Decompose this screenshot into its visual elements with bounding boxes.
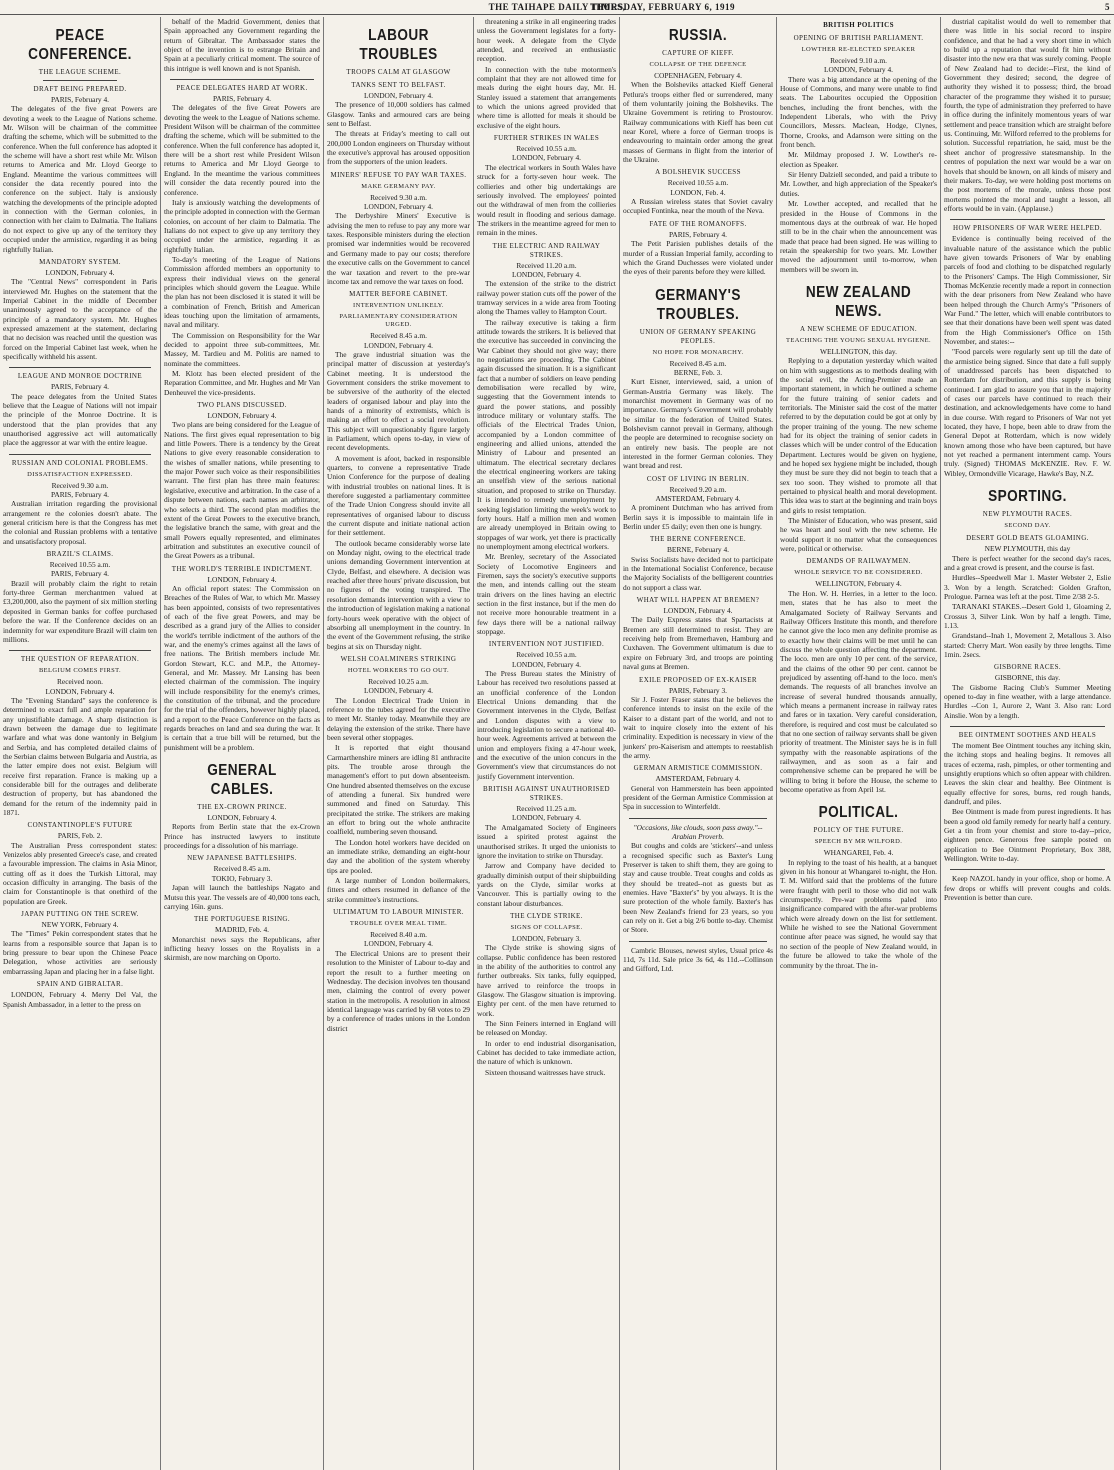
subhead: THE CLYDE STRIKE. xyxy=(510,911,583,920)
dateline: LONDON, February 4. xyxy=(364,340,433,350)
article-text: The Hon. W. H. Herries, in a letter to the loco. men, states that he has also to meet the Amalgamated Society of Railway Servants and Railway Officers Institute this month, and therefore he cannot give the loco men any definite promise as to exactly how their claims will be met until he can discuss the whole question affecting the department. The loco. men are only 10 per cent. of the service, and the claims of the other 90 per cent. cannot be prejudiced by assenting off-hand to the loco. men's demands. The requests of all branches involve an increase of several hundred thousands annually, which means a permanent increase in railway rates and fares or in taxation. Very careful consideration, therefore, is required and cost must be calculated so that no one section of railway servants shall be given priority of treatment. The Minister says he is in full sympathy with the reasonable aspirations of the railwaymen, and as soon as a fair and comprehensive scheme can be prepared he will be willing to bring it before the House, the scheme to become operative as from April 1st. xyxy=(780,588,937,795)
received-time: Received 8.45 a.m. xyxy=(213,864,271,874)
advertisement-text: Cambric Blouses, newest styles, Usual price 4s 11d, 7s 11d. Sale price 3s 6d, 4s 11d.--Collinson and Gifford, Ltd. xyxy=(623,945,773,974)
subhead: NEW JAPANESE BATTLESHIPS. xyxy=(187,854,297,863)
subhead: THE PORTUGUESE RISING. xyxy=(193,915,291,924)
article-text: The peace delegates from the United States believe that the League of Nations will not impair the principle of the Monroe Doctrine. It is understood that the plan provides that any unauthorised aggressive act will automatically place the aggressor at war with the entire league. xyxy=(3,391,157,448)
article-text: The electrical workers in South Wales have struck for a forty-seven hour week. The collieries and other big undertakings are seriously involved. The employees' pointed out the withdrawal of men from the collieries would result in flooding and serious damage. The strikers in the meantime agreed for men to remain in the mines. xyxy=(477,162,616,238)
dateline: PARIS, Feb. 2. xyxy=(57,831,103,841)
advertisement-text: Keep NAZOL handy in your office, shop or home. A few drops or whiffs will prevent coughs and colds. Prevention is better than cure. xyxy=(944,874,1111,903)
dateline: PARIS, February 3. xyxy=(668,685,728,695)
subhead: SPAIN AND GIBRALTAR. xyxy=(36,980,124,989)
column-4 xyxy=(473,17,619,1470)
dateline: COPENHAGEN, February 4. xyxy=(654,71,742,80)
subhead: TROUBLE OVER MEAL TIME. xyxy=(349,920,448,928)
subhead: HOW PRISONERS OF WAR WERE HELPED. xyxy=(953,224,1102,233)
article-text: The Electrical Unions are to present their resolution to the Minister of Labour to-day and report the result to a further meeting on Wednesday. The decision involves ten thousand men, claiming the control of every power station in the metropolis. A resolution in almost identical language was carried by 68 votes to 29 by a conference of trades unions in the London district xyxy=(327,948,470,1033)
subhead: OPENING OF BRITISH PARLIAMENT. xyxy=(793,34,924,42)
subhead: PEACE DELEGATES HARD AT WORK. xyxy=(176,84,308,93)
subhead: PARLIAMENTARY CONSIDERATION URGED. xyxy=(339,313,458,329)
received-time: Received 9.10 a.m. xyxy=(830,56,887,65)
subhead: SPEECH BY MR WILFORD. xyxy=(814,838,903,846)
article-text: Two plans are being considered for the League of Nations. The first gives equal representation to big and little Powers. There is a tendency by the Great Nations to give every reasonable consideration to the wishes of smaller nations, while presenting to the major Power such voice as their responsibilities warrant. The first plan has three main features: legislative, executive and arbitration. In the case of a dispute between nations, each names an arbitrator, who selects a third. The second plan modifies the extent of the Great Powers to the executive branch, the legislative branch the same, with great and the small Powers equally represented, and eliminates arbitration and substitutes an executive council of the Great Powers as a tribunal. xyxy=(164,420,320,561)
dateline: LONDON, February 4. xyxy=(512,813,581,823)
article-text: Mr. Lowther accepted, and recalled that he presided in the House of Commons in the momentous days at the outbreak of war. He hoped still to be in the chair when the announcement was made that peace had been signed. He was willing to retain the speakership for two years. Mr. Lowther moved the adjournment until to-morrow, when members will be sworn in. xyxy=(780,199,937,274)
dateline: WELLINGTON, February 4. xyxy=(815,579,902,589)
article-text: The Petit Parisien publishes details of the murder of a Russian Imperial family, according to which the Grand Duchesses were violated under the eyes of their parents before they were killed. xyxy=(623,239,773,277)
divider xyxy=(9,367,151,368)
dateline: LONDON, February 4. xyxy=(512,269,581,279)
received-time: Received 8.45 a.m. xyxy=(669,358,727,368)
headline-peace-conference: PEACE CONFERENCE. xyxy=(28,27,132,63)
subhead: MINERS' REFUSE TO PAY WAR TAXES. xyxy=(330,170,467,179)
article-text: Swiss Socialists have decided not to participate in the International Socialist Conference, because the Majority Socialists of the belligerent countries do not support a class war. xyxy=(623,554,773,592)
received-time: Received 10.55 a.m. xyxy=(49,560,111,570)
dateline: LONDON, February 4. xyxy=(512,659,581,669)
subhead: THE LEAGUE SCHEME. xyxy=(38,68,122,76)
subhead: BEE OINTMENT SOOTHES AND HEALS xyxy=(958,731,1097,739)
article-text: In replying to the toast of his health, at a banquet given in his honour at Whangarei to-night, the Hon. T. M. Wilford said that the problems of the future were fraught with peril to those who did not walk circumspectly. Pre-war problems paled into insignificance compared with the after-war problems which were already down on the list for settlement. While he wished to see the National Government continue after peace was signed, he would say that no section of the people of New Zealand would, in the future be allowed to take the whole of the community by the throat. The in- xyxy=(780,857,937,970)
issue-date: THURSDAY, FEBRUARY 6, 1919 xyxy=(590,2,735,12)
dateline: NEW PLYMOUTH, this day xyxy=(984,544,1071,554)
received-time: Received 11.25 a.m. xyxy=(516,804,577,814)
article-text: Italy is anxiously watching the developments of the principle adopted in connection with the German colonies, on account of her claim to Dalmatia. The Italians do not expect to give up any territory they occupied under the armistice, regarding it as rightfully Italian. xyxy=(164,197,320,254)
subhead: JAPAN PUTTING ON THE SCREW. xyxy=(21,910,139,919)
advertisement-text: Bee Ointment is made from purest ingredients. It has been a good old family remedy for nearly half a century. Get a tin from your chemist and store to-day--price, eighteen pence. Generous free sample posted on application to Bee Ointment Proprietary, Box 388, Wellington. Write to-day. xyxy=(944,807,1111,864)
dateline: LONDON, February 4. xyxy=(207,813,277,823)
divider xyxy=(629,818,767,819)
article-text: Kurt Eisner, interviewed, said, a union of German-Austria Germany was likely. The monarchist movement in Germany was of no importance. Germany's Government will probably be similar to the federation of United States. Bolshevism cannot prevail in Germany, although the people are determined to recognise society on an entirely new basis. The people are not interested in the former German colonies. They want bread and rest. xyxy=(623,377,773,471)
proverb-quote: "Occasions, like clouds, soon pass away."--Arabian Proverb. xyxy=(633,822,763,841)
headline-political: POLITICAL. xyxy=(818,804,899,822)
received-time: Received 9.30 a.m. xyxy=(370,192,427,202)
subhead: THE EX-CROWN PRINCE. xyxy=(197,803,287,812)
article-text: There was a big attendance at the opening of the House of Commons, and many were unable to find seats. The Labourites occupied the Opposition benches, including the front benches, with the Independent Liberals, who with the Privy Councillors, Messrs. Maclean, Hodge, Clynes, Thorne, Crooks, and Adamson were sitting on the front bench. xyxy=(780,74,937,150)
article-text: The Australian Press correspondent states: Venizelos ably presented Greece's case, and created a favourable impression. The claims in Asia Minor, cutting off as it does the Turkish Littoral, may occasion difficulty in arranging. The basis of the claim for Constantinople is that onethird of the population are Greek. xyxy=(3,840,157,906)
divider xyxy=(950,726,1105,727)
article-text: The delegates of the five Great Powers are devoting the week to the League of Nations scheme. President Wilson will be chairman of the committee drafting the scheme, which will be submitted to the conference. When the full conference has adopted it, there will be a short rest while President Wilson returns to America and Mr Lloyd George to England. In the meantime the various committees will consider the data recently poured into the conference. xyxy=(164,103,320,197)
article-text: Sixteen thousand waitresses have struck. xyxy=(485,1067,606,1077)
article-text: In connection with the tube motormen's complaint that they are not allowed time for meals during the eight hours day, Mr. H. Stanley issued a statement that arrangements to which the unions agreed provided that where time is allotted for meals it should be exclusive of the eight hours. xyxy=(477,64,616,130)
subhead: WHAT WILL HAPPEN AT BREMEN? xyxy=(636,596,760,605)
subhead: THE BERNE CONFERENCE. xyxy=(649,535,747,544)
dateline: LONDON, February 4. xyxy=(207,411,277,421)
divider xyxy=(9,454,151,455)
headline-new-zealand-news: NEW ZEALAND NEWS. xyxy=(805,283,912,320)
divider xyxy=(9,650,151,651)
article-text: When the Bolsheviks attacked Kieff General Petlura's troops either fled or surrendered, many of them voluntarily joining the Bolsheviks. The Ukraine Government is retiring to Prostourov. Railway communications with Kieff has been cut near Korel, where a force of German troops is endeavouring to maintain order among the great masses of Germans in flight from the interior of the Ukraine. xyxy=(623,80,773,165)
dateline: LONDON, February 4. xyxy=(364,939,433,949)
dateline: LONDON, February 4. xyxy=(364,202,433,212)
subhead: BELGIUM COMES FIRST. xyxy=(38,667,122,675)
article-text: An official report states: The Commission on Breaches of the Rules of War, to which Mr. Massey has been appointed, consists of two representatives of each of the five great Powers, and may be described as a grand jury of the Allies to consider the world's terrible indictment of the authors of the war, and the enemy's crimes against all the laws of free nations. The British members include Mr. Gordon Stewart, K.C. and M.P., the Attorney-General, and Mr. Massey. Mr Lansing has been elected chairman of the commission. The inquiry will include responsibility for the enemy's crimes, the constitution of the tribunal, and the procedure for the trial of the offenders, however highly placed, and a report to the Peace Conference on the facts as regards breaches on land and sea during the war. It is certain that a true bill will be returned, but the punishment will be a problem. xyxy=(164,583,320,752)
column-6 xyxy=(776,17,940,1470)
article-text: Jarrow and Company have decided to gradually diminish output of their shipbuilding yards on the Clyde, similar works at Vancouver. This is partially owing to the constant labour disturbances. xyxy=(477,861,616,908)
article-text: The Press Bureau states the Ministry of Labour has received two resolutions passed at an unofficial conference of the London Electrical Unions demanding that the Government intervenes in the Clyde, Belfast and London disputes with a view to introducing legislation to secure a national 40-hour week. Agreements arrived at between the union and employers fixing a 47-hour week, and the executive of the union concurs in the Government's view that circumstances do not justify Government intervention. xyxy=(477,669,616,781)
subhead: COLLAPSE OF THE DEFENCE xyxy=(649,61,747,68)
article-text: The presence of 10,000 soldiers has calmed Glasgow. Tanks and armoured cars are being sent to Belfast. xyxy=(327,100,470,129)
dateline: LONDON, February 4. xyxy=(45,686,115,696)
subhead: NO HOPE FOR MONARCHY. xyxy=(652,348,744,356)
subhead: BRITISH AGAINST UNAUTHORISED STRIKES. xyxy=(483,785,610,803)
article-text: TARANAKI STAKES.--Desert Gold 1, Gloaming 2, Crossus 3, Silver Link. Won by half a length. Time, 1.13. xyxy=(944,602,1111,630)
divider xyxy=(950,869,1105,870)
received-time: Received 9.30 a.m. xyxy=(51,480,109,490)
column-3 xyxy=(323,17,473,1470)
subhead: DEMANDS OF RAILWAYMEN. xyxy=(806,557,911,566)
article-text: Hurdles--Speedwell Mar 1. Master Webster 2, Eslie 3. Won by a length. Scratched: Golden Grafton, Prologue. Parnea was left at the post. Time 2/38 2-5. xyxy=(944,573,1111,601)
dateline: PARIS, February 4. xyxy=(50,382,110,392)
dateline: LONDON, February 3. xyxy=(512,933,581,943)
article-text: The London hotel workers have decided on an immediate strike, demanding an eight-hour day and the abolition of the system whereby tips are pooled. xyxy=(327,837,470,875)
subhead: CAPTURE OF KIEFF. xyxy=(662,49,734,57)
received-time: Received noon. xyxy=(57,677,103,687)
dateline: PARIS, February 4. xyxy=(668,229,728,239)
subhead: TWO PLANS DISCUSSED. xyxy=(197,401,287,410)
divider xyxy=(170,79,314,80)
subhead: LEAGUE AND MONROE DOCTRINE xyxy=(17,372,143,381)
article-text: Mr. Mildmay proposed J. W. Lowther's re-election as Speaker. xyxy=(780,150,937,169)
subhead: TEACHING THE YOUNG SEXUAL HYGIENE. xyxy=(786,336,931,344)
dateline: LONDON, February 4. xyxy=(364,91,433,100)
article-text: The Sinn Feiners interned in England will be released on Monday. xyxy=(477,1019,616,1038)
article-text: LONDON, February 4. Merry Del Val, the Spanish Ambassador, in a letter to the press on xyxy=(3,990,157,1009)
subhead: DESERT GOLD BEATS GLOAMING. xyxy=(966,534,1089,543)
column-1 xyxy=(0,17,160,1470)
dateline: GISBORNE, this day. xyxy=(994,673,1061,683)
dateline: PARIS, February 4. xyxy=(50,569,110,579)
column-2 xyxy=(160,17,323,1470)
headline-russia: RUSSIA. xyxy=(668,27,728,44)
article-text: M. Klotz has been elected president of the Reparation Committee, and Mr. Hughes and Mr Van Denheuvel the vice-presidents. xyxy=(164,369,320,397)
subhead: A BOLSHEVIK SUCCESS xyxy=(655,168,741,177)
column-5 xyxy=(619,17,776,1470)
divider xyxy=(629,941,767,942)
subhead: THE ELECTRIC AND RAILWAY STRIKES. xyxy=(492,241,601,259)
subhead: UNION OF GERMANY SPEAKING PEOPLES. xyxy=(639,327,757,345)
received-time: Received 9.20 a.m. xyxy=(669,484,727,494)
dateline: LONDON, February 4. xyxy=(207,574,277,584)
dateline: MADRID, Feb. 4. xyxy=(215,925,269,935)
article-text: "Food parcels were regularly sent up till the date of the armistice being signed. Since that date a full supply of unaddressed parcels has been dispatched to Rotterdam for distribution, and this supply is being continued. I am glad to assure you that in the majority of cases our parcels have continued to reach their destination, and acknowledgements have come to hand in due course. With regard to Prisoners of War not yet located, they have, I hope, been able to draw from the General Depot at Rotterdam, which is now widely known among those who have been captured, but have not yet reached a permanent internment camp. Yours truly. (Signed) THOMAS McKENZIE. Rev. F. W. Wibley, Ormondville Vicarage, Hawke's Bay, N.Z. xyxy=(944,347,1111,478)
subhead: MATTER BEFORE CABINET. xyxy=(349,290,448,299)
masthead xyxy=(0,0,1114,15)
article-text: The grave industrial situation was the principal matter of discussion at yesterday's Cabinet meeting. It is understood the Government considers the strike movement to be subversive of the authority of the elected leaders of organised labour and play into the hands of a minority of extremists, which is making an effort to effect a social revolution. This subject will unquestionably figure largely in Parliament, which opens to-day, in view of recent developments. xyxy=(327,349,470,453)
subhead: DISSATISFACTION EXPRESSED. xyxy=(27,470,133,478)
received-time: Received 8.45 a.m. xyxy=(370,331,427,341)
article-text: The threats at Friday's meeting to call out 200,000 London engineers on Thursday without the executive's approval has aroused opposition from the supporters of the union leaders. xyxy=(327,129,470,167)
subhead: BRAZIL'S CLAIMS. xyxy=(46,550,114,559)
subhead: MANDATORY SYSTEM. xyxy=(39,257,121,266)
article-text: The delegates of the five great Powers are devoting a week to the League of Nations scheme. Mr. Wilson will be chairman of the committee drafting the scheme, which will be submitted to the conference. When the full conference has adopted it the scheme will have a short rest while Mr. Wilson returns to America and Mr. Lloyd George to England. Meantime the various committees will consider the data recently poured into the conference on the subject. Italy is anxiously watching the developments of the principle adopted in connection with the German colonies, in connection with her claim to Dalmatia. The Italians do not expect to give up any of the territory they occupied under the armistice, regarding it as being rightfully Italian. xyxy=(3,104,157,254)
advertisement-text: But coughs and colds are 'stickers'--and unless a recognised specific such as Baxter's Lung Preserver is taken to shift them, they are going to stay and cause trouble. Treat coughs and colds as they should be treated--not as guests but as enemies. Have "Baxter's" by you always. It is the sure protection of the whole family. Baxter's has been New Zealand's friend for 23 years, so you can rely on it. Get a big 2/6 bottle to-day. Chemist or Store. xyxy=(623,841,773,935)
subhead: SIGNS OF COLLAPSE. xyxy=(510,923,583,931)
received-time: Received 11.20 a.m. xyxy=(516,260,577,270)
dateline: LONDON, February 4. xyxy=(512,153,581,163)
dateline: TOKIO, February 3. xyxy=(211,873,273,883)
article-text: The "Times" Pekin correspondent states that he learns from a responsible source that Japan is to bring pressure to bear upon the Chinese Peace Delegation, whose activities are seriously embarrassing Japan and placing her in a false light. xyxy=(3,929,157,976)
subhead: FATE OF THE ROMANOFFS. xyxy=(649,219,747,228)
article-text: Mr. Brenley, secretary of the Associated Society of Locomotive Engineers and Firemen, says the society's executive supports the men, and intends calling out the steam train drivers on the lines having an electric section in the first instance, but if the men do not receive more honourable treatment in a few days there will be a national railway stoppage. xyxy=(477,552,616,636)
article-text: threatening a strike in all engineering trades unless the Government legislates for a forty-hour week. A delegate from the Clyde attended, and received an enthusiastic reception. xyxy=(477,17,616,64)
article-text: In order to end industrial disorganisation, Cabinet has decided to take immediate action, the nature of which is unknown. xyxy=(477,1038,616,1067)
subhead: POLICY OF THE FUTURE. xyxy=(813,826,904,835)
subhead: GERMAN ARMISTICE COMMISSION. xyxy=(633,764,763,773)
article-text: The Clyde strike is showing signs of collapse. Public confidence has been restored in the ability of the authorities to control any further outbreaks. Six tanks, fully equipped, have arrived to reinforce the troops in Glasgow. The Glasgow situation is improving. Eighty per cent. of the men have returned to work. xyxy=(477,943,616,1018)
article-text: The London Electrical Trade Union in reference to the tubes agreed for the executive to meet Mr. Stanley today. Meanwhile they are delaying the extension of the strike. There have been several other stoppages. xyxy=(327,695,470,742)
article-text: behalf of the Madrid Government, denies that Spain approached any Government regarding the return of Gibraltar. The Ambassador states the object of the invention is to estrange Britain and Spain at a peculiarly critical moment. The source of this intrigue is well known and is not Spanish. xyxy=(164,17,320,73)
subhead: INTERVENTION NOT JUSTIFIED. xyxy=(488,640,605,649)
divider xyxy=(43,80,117,81)
subhead: THE WORLD'S TERRIBLE INDICTMENT. xyxy=(171,564,313,573)
article-text: dustrial capitalist would do well to remember that there was little in his social record to inspire confidence, and that he had a very short time in which to build up a reputation that would fit him without disaster into the new era that was surely coming. People of New Zealand had to decide:--First, the kind of Government they desired; second, the degree of authority they wished it to possess; third, the broad character of the programme they wished it to pursue; fourth, the type of administration they preferred to have in office during the infinitely momentous years of war settlement and peace transition which are straight before us. Continuing, Mr. Wilford referred to the problems for solution. Successful repatriation, he said, must be the sheet anchor of progressive statesmanship. In the centres of population the next war would be a war on hovels that should be known, on all kinds of misery and their makers. To-day, we were holding post mortems on the post mortems of the morale, unless those post mortems pointed the moral and taught a lesson, all efforts would be in vain. (Applause.) xyxy=(944,17,1111,213)
article-text: A Russian wireless states that Soviet cavalry occupied Fontinka, near the mouth of the Neva. xyxy=(623,197,773,216)
subhead: HOTEL WORKERS TO GO OUT. xyxy=(347,666,450,674)
advertisement-text: The moment Bee Ointment touches any itching skin, the itching stops and healing begins. It removes all traces of eczema, rash, pimples, or other tormenting and unsightly eruptions which so often appear with children. Leaves the skin clear and healthy. Bee Ointment is equally effective for sores, burns, red rough hands, dandruff, and piles. xyxy=(944,741,1111,807)
article-text: Brazil will probably claim the right to retain forty-three German merchantmen valued at £3,200,000, also the payment of six million sterling deposited in German banks for coffee purchased before the war. If the Conference decides on an indemnity for war expenditure Brazil will claim ten millions. xyxy=(3,578,157,644)
subhead: THE QUESTION OF REPARATION. xyxy=(20,655,140,664)
column-7 xyxy=(940,17,1114,1470)
article-text: The Gisborne Racing Club's Summer Meeting opened to-day in fine weather, with a large attendance. Hurdles --Con 1, Aurore 2, Want 3. Also ran: Lord Ainslie. Won by a length. xyxy=(944,682,1111,720)
article-text: There is perfect weather for the second day's races, and a great crowd is present, and the course is fast. xyxy=(944,553,1111,572)
newspaper-title: THE TAIHAPE DAILY TIMES, xyxy=(488,2,626,12)
article-text: To-day's meeting of the League of Nations Commission afforded members an opportunity to express their individual views on the general principles which should govern the League. While the plan has not been disclosed it is stated it will be a combination of French, British and American ideas touching upon the limitation of armaments, naval and military. xyxy=(164,254,320,330)
article-text: Sir Henry Dalziell seconded, and paid a tribute to Mr. Lowther, and high appreciation of the Speaker's duties. xyxy=(780,170,937,198)
received-time: Received 10.55 a.m. xyxy=(516,144,577,154)
article-text: The outlook became considerably worse late on Monday night, owing to the electrical trade unions demanding Government intervention at Clyde, Belfast, and elsewhere. A decision was reached after three hours' private discussion, but no figures of the voting transpired. The resolution demands intervention with a view to the introduction of legislation making a national forty-hours week operative with the object of absorbing all unemployment in the country. In the event of the Government refusing, the strike begins at six on Thursday night. xyxy=(327,538,470,651)
subhead: COST OF LIVING IN BERLIN. xyxy=(646,474,750,483)
article-text: Monarchist news says the Republicans, after inflicting heavy losses on the Royalists in a skirmish, are now marching on Oporto. xyxy=(164,934,320,963)
subhead: LOWTHER RE-ELECTED SPEAKER xyxy=(801,46,916,53)
article-text: Evidence is continually being received of the invaluable nature of the assistance which the public have given towards Prisoners of War by enabling parcels of food and clothing to be dispatched regularly to the Prisoners' Camps. The High Commissioner, Sir Thomas McKenzie recently made a report in connection with the dear prisoners from New Zealand who have been helped through the Church Army's "Prisoners of War Fund." The letter, which will enable contributors to see that their donations have been well spent was dated from the High Commissioner's Office on 15th November, and states:-- xyxy=(944,234,1111,346)
article-text: A large number of London boilermakers, fitters and others resumed in defiance of the strike committee's instructions. xyxy=(327,876,470,904)
article-text: The Daily Express states that Spartacists at Bremen are still determined to resist. They are receiving help from Bremerhaven, Hamburg and Cuxhaven. The Government ultimatum is due to expire on February 3rd, and troops are pointing naval guns at Bremen. xyxy=(623,615,773,672)
dateline: PARIS, February 4. xyxy=(212,94,272,104)
subhead: MAKE GERMANY PAY. xyxy=(361,182,436,190)
dateline: WELLINGTON, this day. xyxy=(820,346,897,356)
article-text: The Minister of Education, who was present, said he was heart and soul with the new scheme. He would support it no matter what the consequences were, political or otherwise. xyxy=(780,516,937,554)
article-text: A prominent Dutchman who has arrived from Berlin says it is impossible to maintain life in Berlin under £5 daily; even then one is hungry. xyxy=(623,503,773,532)
subhead: A NEW SCHEME OF EDUCATION. xyxy=(799,324,918,333)
received-time: Received 10.25 a.m. xyxy=(368,676,429,686)
headline-labour-troubles: LABOUR TROUBLES xyxy=(359,27,438,63)
subhead: CONSTANTINOPLE'S FUTURE xyxy=(27,821,133,830)
subhead: ULTIMATUM TO LABOUR MINISTER. xyxy=(333,908,464,917)
dateline: LONDON, February 4. xyxy=(824,65,893,75)
subhead: FURTHER STRIKES IN WALES xyxy=(493,134,600,143)
article-text: Japan will launch the battleships Nagato and Mutsu this year. The vessels are of 40,000 tons each, carrying 16in. guns. xyxy=(164,883,320,911)
divider xyxy=(950,219,1105,220)
received-time: Received 8.40 a.m. xyxy=(370,930,427,940)
dateline: LONDON, February 4. xyxy=(45,267,115,277)
article-text: The Amalgamated Society of Engineers issued a spirited protest against the unauthorised strikes. It urged the unionists to ignore the invitation to strike on Thursday. xyxy=(477,822,616,860)
article-text: Replying to a deputation yesterday which waited on him with suggestions as to methods dealing with the social evil, the Acting-Premier made an important statement, in which he outlined a scheme for the future training of senior cadets and territorials. The Minister said the cost of the matter referred to by the deputation could be got at only by the proper training of the young. The new scheme had for its object the training of senior cadets in classes which will be under control of the Education Department. Lectures would be given on hygiene, and he hoped sex hygiene might be included, though they must be sure they did not begin to teach that a sex too soon. They wished to promote all that pertained to physical health and moral development. This idea was to start at the beginning and train boys and girls to resist temptation. xyxy=(780,356,937,515)
article-text: Grandstand--Inah 1, Movement 2, Metallous 3. Also started: Cherry Mart. Won easily by three lengths. Time 1min. 2secs. xyxy=(944,631,1111,659)
article-text: General von Hammerstein has been appointed president of the German Armistice Commission at Spa in succession to Winterfeldt. xyxy=(623,783,773,812)
received-time: Received 10.55 a.m. xyxy=(516,650,577,660)
article-text: Australian irritation regarding the provisional arrangement re the colonies doesn't abate. The general criticism here is that the Congress has met the colonial and Russian problems with a tentative and unsatisfactory proposal. xyxy=(3,499,157,546)
subhead: WHOLE SERVICE TO BE CONSIDERED. xyxy=(794,569,923,577)
subhead: INTERVENTION UNLIKELY. xyxy=(353,302,444,310)
subhead: GISBORNE RACES. xyxy=(993,663,1062,672)
subhead: DRAFT BEING PREPARED. xyxy=(33,85,127,93)
article-text: The "Evening Standard" says the conference is determined to exact full and ample reparation for any unjustifiable damage. A sharp distinction is drawn between the damage due to legitimate warfare and what was done wantonly in Belgium and Serbia, and has completed detailed claims of the Serbian claims between Bulgaria and Austria, as the latter empire does not exist. Belgium will receive first reparation. France is making up a considerable bill for the outrages and deliberate destruction of property, but has abandoned the demand for the return of the indemnity paid in 1871. xyxy=(3,695,157,817)
received-time: Received 10.55 a.m. xyxy=(667,178,729,188)
subhead: RUSSIAN AND COLONIAL PROBLEMS. xyxy=(11,458,149,467)
subhead: NEW PLYMOUTH RACES. xyxy=(982,510,1073,519)
subhead: WELSH COALMINERS STRIKING xyxy=(340,654,457,663)
article-text: It is reported that eight thousand Carmarthenshire miners are idling 81 anthracite pits. The trouble arose through the management's effort to put down absenteeism. One hundred absented themselves on the excuse of attending a funeral. Six hundred were summoned and fined on Saturday. This precipitated the strike. The strikers are making an effort to bring out the whole anthracite coalfield, numbering seven thousand. xyxy=(327,743,470,837)
headline-germanys-troubles: GERMANY'S TROUBLES. xyxy=(655,286,741,323)
subhead: SECOND DAY. xyxy=(1004,522,1051,530)
dateline: AMSTERDAM, February 4. xyxy=(655,774,741,784)
subhead: TANKS SENT TO BELFAST. xyxy=(351,81,446,89)
subhead: TROOPS CALM AT GLASGOW xyxy=(346,68,451,76)
article-text: Reports from Berlin state that the ex-Crown Prince has instructed lawyers to institute proceedings for a dissolution of his marriage. xyxy=(164,822,320,851)
article-text: Sir J. Foster Fraser states that he believes the conference intends to insist on the exile of the Kaiser to a distant part of the world, and not to wait to inquire closely into the extent of his criminality. Expedition is necessary in view of the junkers' pro-Kaiserism and attempts to reestablish the army. xyxy=(623,694,773,760)
dateline: LONDON, February 4. xyxy=(364,686,433,696)
article-text: A movement is afoot, backed in responsible quarters, to convene a representative Trade Union Conference for the purpose of dealing with industrial troubles on national lines. It is therefore suggested a parliamentary committee of the Trade Union Congress should invite all representatives of organised labour to discuss the current dispute and initiate national action for their settlement. xyxy=(327,453,470,538)
dateline: AMSTERDAM, February 4. xyxy=(655,494,741,503)
dateline: NEW YORK, February 4. xyxy=(41,920,119,930)
headline-british-politics: BRITISH POLITICS xyxy=(823,21,894,29)
headline-general-cables: GENERAL CABLES. xyxy=(207,762,277,799)
headline-sporting: SPORTING. xyxy=(988,488,1067,506)
dateline: LONDON, Feb. 4. xyxy=(670,187,726,197)
dateline: BERNE, Feb. 3. xyxy=(673,367,723,377)
subhead: EXILE PROPOSED OF EX-KAISER xyxy=(639,675,757,684)
dateline: LONDON, February 4. xyxy=(663,606,733,616)
article-text: The railway executive is taking a firm attitude towards the strikers. It is believed that the executive has succeeded in convincing the War Cabinet they should not give way; there no negotiations are proceeding. The Cabinet again discussed the situation. It is a significant fact that a number of soldiers on leave pending demobilisation were recalled by wire, suggesting that the Government intends to guard the power stations, and possibly introduce military or voluntary staffs. The officials of the Electrical Trades Union, accompanied by a London committee of engineering and allied unions, attended the Ministry of Labour and presented an ultimatum. The electrical secretary declares the electrical engineering workers are taking an unselfish view of the serious national situation, and proposed to strike on Thursday. It is intended to remedy unemployment by seeking legislation limiting the week's work to forty hours. Half a million men and women are already unemployed in Britain owing to stoppages of war work, yet there is practically no unemployment among electrical workers. xyxy=(477,317,616,551)
dateline: BERNE, February 4. xyxy=(667,545,729,555)
article-text: The "Central News" correspondent in Paris interviewed Mr. Hughes on the statement that the Imperial Cabinet in the middle of December unanimously agreed to the acceptance of the principle of a mandatory system. Mr. Hughes expressed amazement at the statement, declaring that no decision was reached until the question was forced on the Imperial Cabinet last week, when he specifically withheld his assent. xyxy=(3,277,157,361)
article-text: The Derbyshire Miners' Executive is advising the men to refuse to pay any more war taxes. Responsible ministers during the election promised war indemnities would be recovered and Germany made to pay our costs; therefore the executive calls on the Government to cancel the war taxation and revert to the pre-war income tax and remove the war taxes on food. xyxy=(327,211,470,286)
article-text: The Commission on Responsibility for the War decided to appoint three sub-committees, Mr. Massey, M. Tardieu and M. Politis are named to nominate the committees. xyxy=(164,330,320,368)
page-number: 5 xyxy=(1105,2,1110,12)
article-text: The extension of the strike to the district railway power station cuts off the power of the tramway services in a wide area from Tooting along the Thames valley to Hampton Court. xyxy=(477,279,616,317)
dateline: PARIS, February 4. xyxy=(50,95,110,104)
dateline: WHANGAREI, Feb. 4. xyxy=(823,848,894,858)
dateline: PARIS, February 4. xyxy=(50,490,110,500)
